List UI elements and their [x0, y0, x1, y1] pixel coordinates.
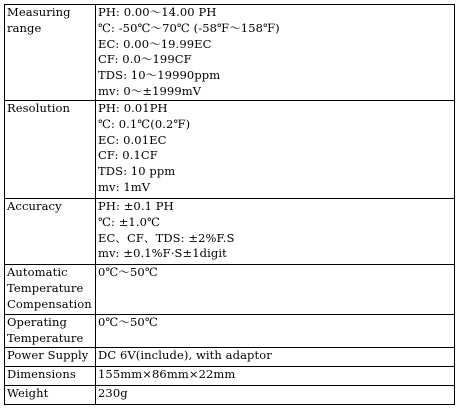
table-row — [5, 5, 455, 101]
row-value — [96, 199, 455, 265]
row-label: Operating Temperature — [5, 315, 96, 348]
table-row — [5, 199, 455, 265]
table-row — [5, 348, 455, 367]
value-line: 155mm×86mm×22mm — [98, 367, 236, 381]
row-value — [96, 367, 455, 386]
row-value — [96, 101, 455, 199]
value-line: EC: 0.01EC — [98, 132, 167, 147]
row-value — [96, 386, 455, 405]
value-line: 230g — [98, 386, 128, 400]
specification-table — [4, 4, 455, 405]
table-row — [5, 315, 455, 348]
row-value — [96, 348, 455, 367]
row-label: Power Supply — [5, 348, 96, 367]
value-line: CF: 0.1CF — [98, 148, 158, 163]
value-line: ℃: 0.1℃(0.2℉) — [98, 116, 191, 131]
spec-sheet — [4, 4, 455, 413]
value-line: PH: ±0.1 PH — [98, 199, 174, 213]
value-line: ℃: ±1.0℃ — [98, 214, 160, 229]
value-line: mv: 1mV — [98, 179, 151, 194]
value-line: mv: ±0.1%F·S±1digit — [98, 246, 227, 261]
table-row — [5, 386, 455, 405]
value-line: CF: 0.0～199CF — [98, 52, 192, 67]
value-line: DC 6V(include), with adaptor — [98, 348, 272, 362]
row-label: Accuracy — [5, 199, 96, 265]
row-value — [96, 315, 455, 348]
value-line: TDS: 10 ppm — [98, 164, 176, 179]
value-line: EC: 0.00～19.99EC — [98, 36, 212, 51]
value-line: TDS: 10～19990ppm — [98, 68, 221, 83]
value-line: EC、CF、TDS: ±2%F.S — [98, 230, 235, 245]
table-row — [5, 367, 455, 386]
value-line: PH: 0.01PH — [98, 101, 168, 115]
table-row — [5, 265, 455, 315]
row-label: Automatic Temperature Compensation — [5, 265, 96, 315]
value-line: 0℃～50℃ — [98, 315, 158, 329]
row-value — [96, 5, 455, 101]
row-label: Weight — [5, 386, 96, 405]
row-value — [96, 265, 455, 315]
row-label: Measuring range — [5, 5, 96, 101]
value-line: 0℃～50℃ — [98, 265, 158, 279]
row-label: Resolution — [5, 101, 96, 199]
value-line: mv: 0～±1999mV — [98, 83, 202, 98]
value-line: ℃: -50℃～70℃ (-58℉～158℉) — [98, 20, 280, 35]
row-label: Dimensions — [5, 367, 96, 386]
table-row — [5, 101, 455, 199]
value-line: PH: 0.00～14.00 PH — [98, 5, 217, 19]
